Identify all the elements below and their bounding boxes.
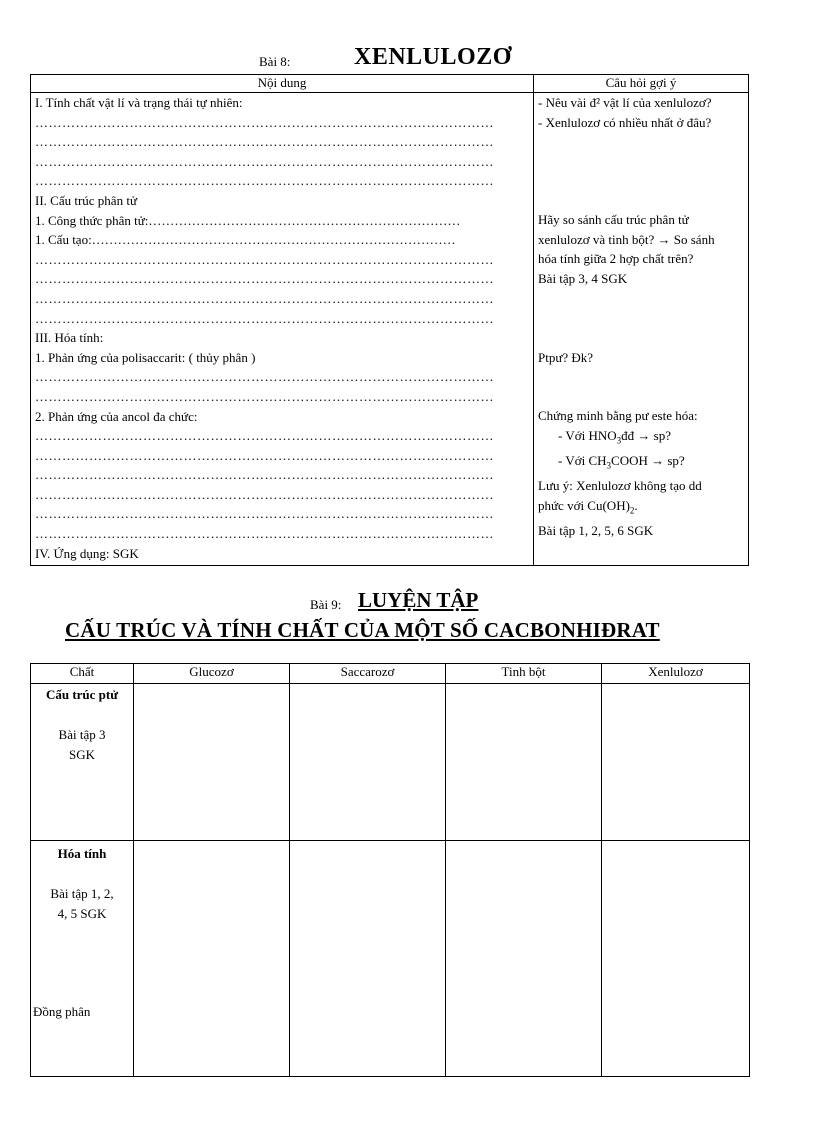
- dotted-line: …………………………………………………………………………………………: [35, 447, 494, 463]
- lesson8-label: Bài 8:: [259, 54, 291, 69]
- row-structure-title: Cấu trúc ptử: [45, 687, 119, 702]
- dotted-line: …………………………………………………………………………………………: [35, 467, 494, 483]
- cell[interactable]: [134, 841, 290, 1077]
- row-chemical: [31, 841, 750, 1077]
- section-3-polyol: 2. Phản ứng của ancol đa chức:: [35, 408, 198, 424]
- content-column: [31, 93, 534, 566]
- exercise-3-4: Bài tập 3, 4 SGK: [538, 270, 628, 286]
- question-compare-1: Hãy so sánh cấu trúc phân tử: [538, 212, 689, 228]
- section-3-hydrolysis: 1. Phản ứng của polisaccarit: ( thủy phân ): [35, 349, 256, 365]
- section-2-formula: 1. Công thức phân tử:………………………………………………………………: [35, 212, 461, 228]
- dotted-line: …………………………………………………………………………………………: [35, 428, 494, 444]
- dotted-line: …………………………………………………………………………………………: [35, 114, 494, 130]
- section-2-heading: II. Cấu trúc phân tử: [35, 192, 137, 208]
- dotted-line: …………………………………………………………………………………………: [35, 153, 494, 169]
- cell[interactable]: [602, 684, 750, 841]
- col-header-cellulose: Xenlulozơ: [602, 664, 750, 684]
- lesson8-header-row: [31, 75, 749, 93]
- row-structure-note-2: SGK: [68, 747, 95, 762]
- section-4-heading: IV. Ứng dụng: SGK: [35, 545, 139, 561]
- question-reaction: Ptpư? Đk?: [538, 349, 594, 365]
- lesson9-subtitle: CẤU TRÚC VÀ TÍNH CHẤT CỦA MỘT SỐ CACBONHIĐRAT: [65, 618, 660, 642]
- header-questions: Câu hỏi gợi ý: [534, 75, 749, 93]
- section-1-heading: I. Tính chất vật lí và trạng thái tự nhiên:: [35, 95, 243, 110]
- cell[interactable]: [446, 684, 602, 841]
- cell[interactable]: [134, 684, 290, 841]
- exercise-1-2-5-6: Bài tập 1, 2, 5, 6 SGK: [538, 522, 654, 538]
- dotted-line: …………………………………………………………………………………………: [35, 290, 494, 306]
- question-ch3cooh: - Với $CH_3COOH$ → sp?: [558, 452, 685, 471]
- questions-column: [534, 93, 749, 566]
- col-header-substance: Chất: [31, 664, 134, 684]
- cell[interactable]: [290, 841, 446, 1077]
- dotted-line: …………………………………………………………………………………………: [35, 526, 494, 542]
- note-complex: phức với $Cu(OH)_2$.: [538, 497, 638, 516]
- dotted-line: …………………………………………………………………………………………: [35, 486, 494, 502]
- col-header-saccharose: Saccarozơ: [290, 664, 446, 684]
- dotted-line: …………………………………………………………………………………………: [35, 506, 494, 522]
- dotted-line: …………………………………………………………………………………………: [35, 388, 494, 404]
- dotted-line: …………………………………………………………………………………………: [35, 173, 494, 189]
- lesson9-label: Bài 9:: [310, 597, 342, 612]
- col-header-starch: Tinh bột: [446, 664, 602, 684]
- row-isomer-label: Đồng phân: [33, 1004, 91, 1019]
- cell[interactable]: [446, 841, 602, 1077]
- row-chemical-title: Hóa tính: [57, 846, 107, 861]
- question-source: - Xenlulozơ có nhiều nhất ở đâu?: [538, 114, 712, 130]
- question-physical: - Nêu vài đ² vật lí của xenlulozơ?: [538, 95, 712, 110]
- section-3-heading: III. Hóa tính:: [35, 330, 104, 346]
- question-esterification: Chứng minh bằng pư este hóa:: [538, 408, 698, 424]
- dotted-line: …………………………………………………………………………………………: [35, 251, 494, 267]
- question-hno3: - Với $HNO_3đđ$ → sp?: [558, 427, 671, 446]
- row-chemical-note-2: 4, 5 SGK: [57, 906, 107, 921]
- lesson8-body-row: [31, 93, 749, 566]
- cell[interactable]: [290, 684, 446, 841]
- dotted-line: …………………………………………………………………………………………: [35, 271, 494, 287]
- question-compare-3: hóa tính giữa 2 hợp chất trên?: [538, 251, 694, 267]
- note-cellulose: Lưu ý: Xenlulozơ không tạo dd: [538, 478, 702, 494]
- dotted-line: …………………………………………………………………………………………: [35, 310, 494, 326]
- row-structure: [31, 684, 750, 841]
- row-chemical-label: [31, 841, 134, 1077]
- lesson8-title: XENLULOZƠ: [354, 44, 512, 70]
- dotted-line: …………………………………………………………………………………………: [35, 134, 494, 150]
- lesson9-header-row: [31, 664, 750, 684]
- header-content: Nội dung: [31, 75, 534, 93]
- row-chemical-note-1: Bài tập 1, 2,: [50, 886, 114, 901]
- col-header-glucose: Glucozơ: [134, 664, 290, 684]
- row-structure-note-1: Bài tập 3: [58, 727, 106, 742]
- lesson9-table: [30, 663, 750, 1077]
- cell[interactable]: [602, 841, 750, 1077]
- lesson9-title: LUYỆN TẬP: [358, 588, 479, 612]
- section-2-structure: 1. Cấu tạo:…………………………………………………………………………: [35, 232, 456, 248]
- question-compare-2: xenlulozơ và tinh bột? → So sánh: [538, 231, 715, 247]
- lesson8-table: [30, 74, 749, 566]
- row-structure-label: [31, 684, 134, 841]
- dotted-line: …………………………………………………………………………………………: [35, 369, 494, 385]
